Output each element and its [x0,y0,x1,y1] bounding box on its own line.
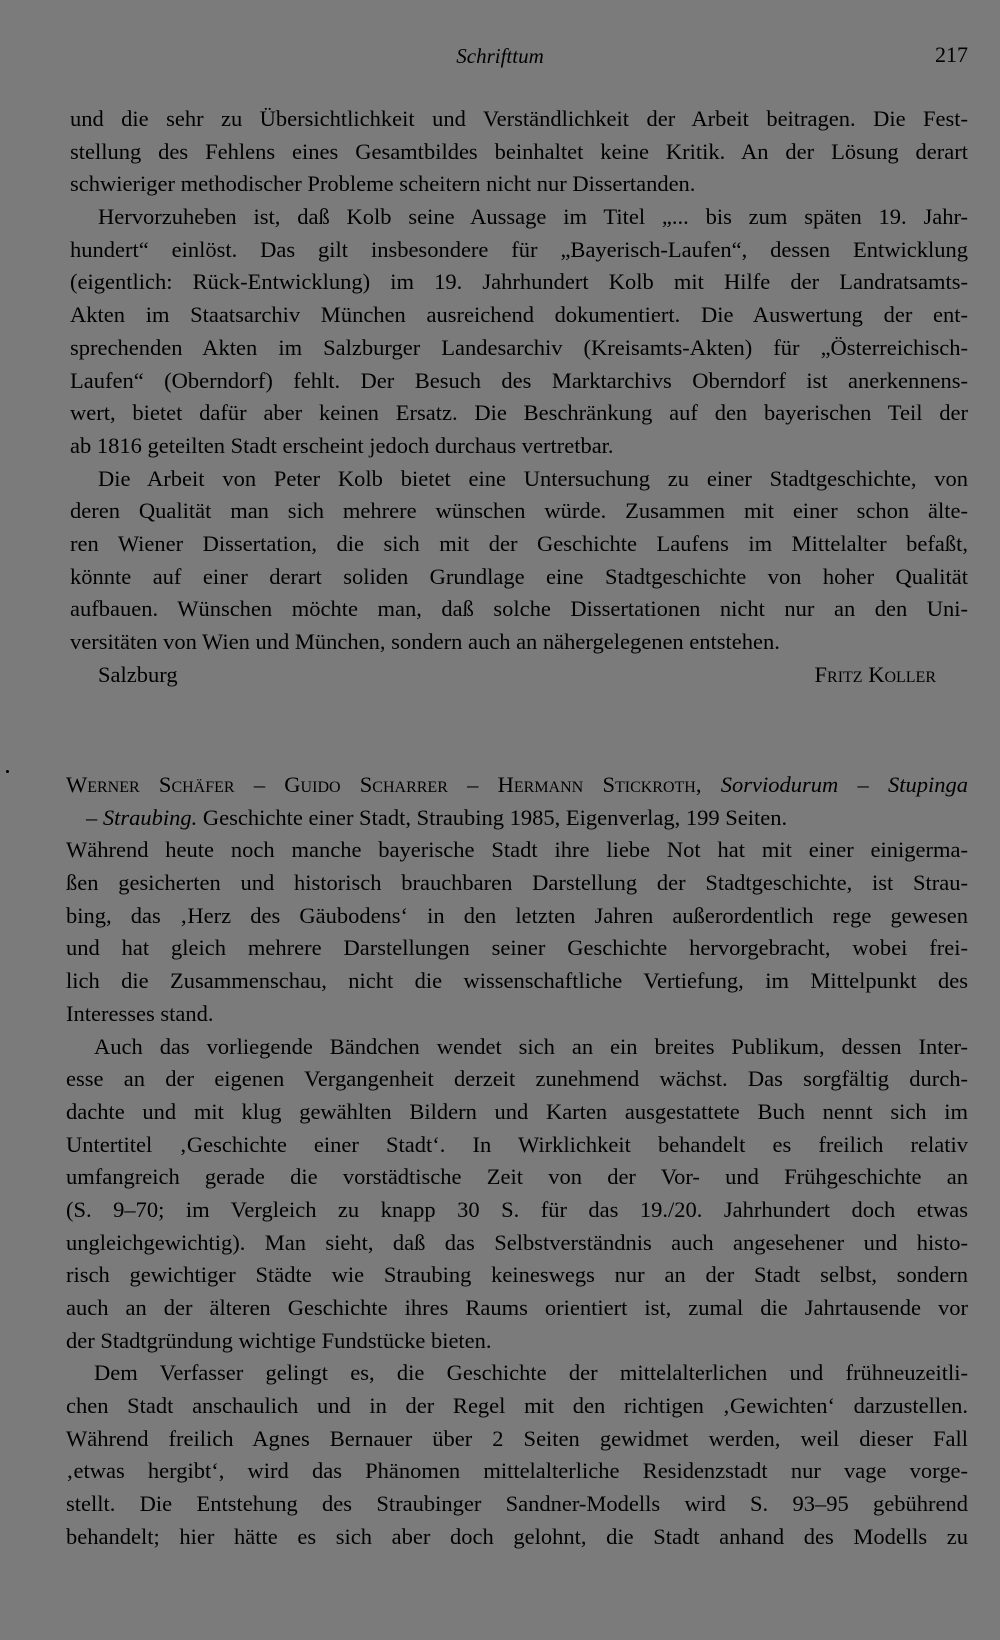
text-line: Die Arbeit von Peter Kolb bietet eine Untersuchung zu einer Stadtgeschichte, von [98,465,968,491]
text-line: und hat gleich mehrere Darstellungen seiner Geschichte hervorgebracht, wobei frei- [66,935,968,961]
text-line: bing, das ‚Herz des Gäubodens‘ in den letzten Jahren außerordentlich rege gewesen [66,902,968,928]
text-line: Untertitel ‚Geschichte einer Stadt‘. In Wirklichkeit behandelt es freilich relativ [66,1131,968,1157]
text-line: esse an der eigenen Vergangenheit derzeit zunehmend wächst. Das sorgfältig durch- [66,1066,968,1092]
text-line: ren Wiener Dissertation, die sich mit der Geschichte Laufens im Mittelalter befaßt, [70,530,968,556]
signature-place: Salzburg [98,661,178,687]
text-line: Akten im Staatsarchiv München ausreichend dokumentiert. Die Auswertung der ent- [70,302,968,328]
text-line: Während heute noch manche bayerische Stadt ihre liebe Not hat mit einer einigerma- [66,837,968,863]
page-number: 217 [935,42,968,67]
citation-line-1 [66,769,968,802]
text-line: chen Stadt anschaulich und in der Regel mit den richtigen ‚Gewichten‘ darzustellen. [66,1393,968,1419]
text-line: auch an der älteren Geschichte ihres Raums orientiert ist, zumal die Jahrtausende vor [66,1295,968,1320]
text-line: könnte auf einer derart soliden Grundlage eine Stadtgeschichte von hoher Qualität [70,563,968,589]
text-line: (S. 9–70; im Vergleich zu knapp 30 S. für das 19./20. Jahrhundert doch etwas [66,1196,968,1222]
review-2-body [66,769,968,1554]
text-line: risch gewichtiger Städte wie Straubing keineswegs nur an der Stadt selbst, sondern [66,1262,968,1288]
text-line: hundert“ einlöst. Das gilt insbesondere für „Bayerisch-Laufen“, dessen Entwicklung [70,236,968,262]
citation-line-2 [66,802,968,835]
text-line: stellung des Fehlens eines Gesamtbildes beinhaltet keine Kritik. An der Lösung derart [70,138,968,164]
text-line: dachte und mit klug gewählten Bildern und Karten ausgestattete Buch nennt sich im [66,1098,968,1124]
stray-mark [6,770,9,773]
running-head-title: Schrifttum [456,44,544,68]
text-line: deren Qualität man sich mehrere wünschen würde. Zusammen mit einer schon älte- [70,498,968,524]
text-line: aufbauen. Wünschen möchte man, daß solche Dissertationen nicht nur an den Uni- [70,596,968,622]
text-line: Interesses stand. [66,1000,214,1026]
text-line: Während freilich Agnes Bernauer über 2 Seiten gewidmet werden, weil dieser Fall [66,1425,968,1451]
text-line: wert, bietet dafür aber keinen Ersatz. Die Beschränkung auf den bayerischen Teil der [70,400,968,426]
text-line: Laufen“ (Oberndorf) fehlt. Der Besuch des Marktarchivs Oberndorf ist anerkennens- [70,367,968,393]
review-1-signature [70,659,968,692]
text-line: schwieriger methodischer Probleme scheitern nicht nur Dissertanden. [70,171,696,197]
text-line: Hervorzuheben ist, daß Kolb seine Aussage im Titel „... bis zum späten 19. Jahr- [98,204,968,230]
text-line: ungleichgewichtig). Man sieht, daß das Selbstverständnis auch angesehener und histo- [66,1229,968,1255]
text-line: ßen gesicherten und historisch brauchbaren Darstellung der Stadtgeschichte, ist Strau- [66,870,968,896]
text-line: der Stadtgründung wichtige Fundstücke bieten. [66,1327,492,1353]
text-line: ‚etwas hergibt‘, wird das Phänomen mittelalterliche Residenzstadt nur vage vorge- [66,1458,968,1484]
text-line: versitäten von Wien und München, sondern auch an nähergelegenen entstehen. [70,629,780,654]
citation-title-part2: – Straubing. [86,804,198,830]
citation-authors: Werner Schäfer – Guido Scharrer – Hermann Stickroth, [66,772,702,797]
text-line: Dem Verfasser gelingt es, die Geschichte der mittelalterlichen und frühneuzeitli- [94,1360,968,1386]
text-line: (eigentlich: Rück-Entwicklung) im 19. Jahrhundert Kolb mit Hilfe der Landratsamts- [70,269,968,295]
text-line: Auch das vorliegende Bändchen wendet sich an ein breites Publikum, dessen Inter- [94,1033,968,1059]
text-line: sprechenden Akten im Salzburger Landesarchiv (Kreisamts-Akten) für „Österreichisch- [70,334,968,360]
text-line: stellt. Die Entstehung des Straubinger Sandner-Modells wird S. 93–95 gebührend [66,1491,968,1517]
text-line: behandelt; hier hätte es sich aber doch gelohnt, die Stadt anhand des Modells zu [66,1523,968,1549]
text-line: und die sehr zu Übersichtlichkeit und Verständlichkeit der Arbeit beitragen. Die Fest- [70,106,968,131]
signature-author: Fritz Koller [814,661,936,687]
citation-details: Geschichte einer Stadt, Straubing 1985, Eigenverlag, 199 Seiten. [202,804,788,830]
citation-title-part1: Sorviodurum – Stupinga [720,772,968,797]
text-line: umfangreich gerade die vorstädtische Zeit von der Vor- und Frühgeschichte an [66,1164,968,1190]
text-line: ab 1816 geteilten Stadt erscheint jedoch durchaus vertretbar. [70,432,614,458]
text-line: lich die Zusammenschau, nicht die wissenschaftliche Vertiefung, im Mittelpunkt des [66,968,968,994]
review-1-body [70,103,968,691]
running-head [0,42,1000,72]
